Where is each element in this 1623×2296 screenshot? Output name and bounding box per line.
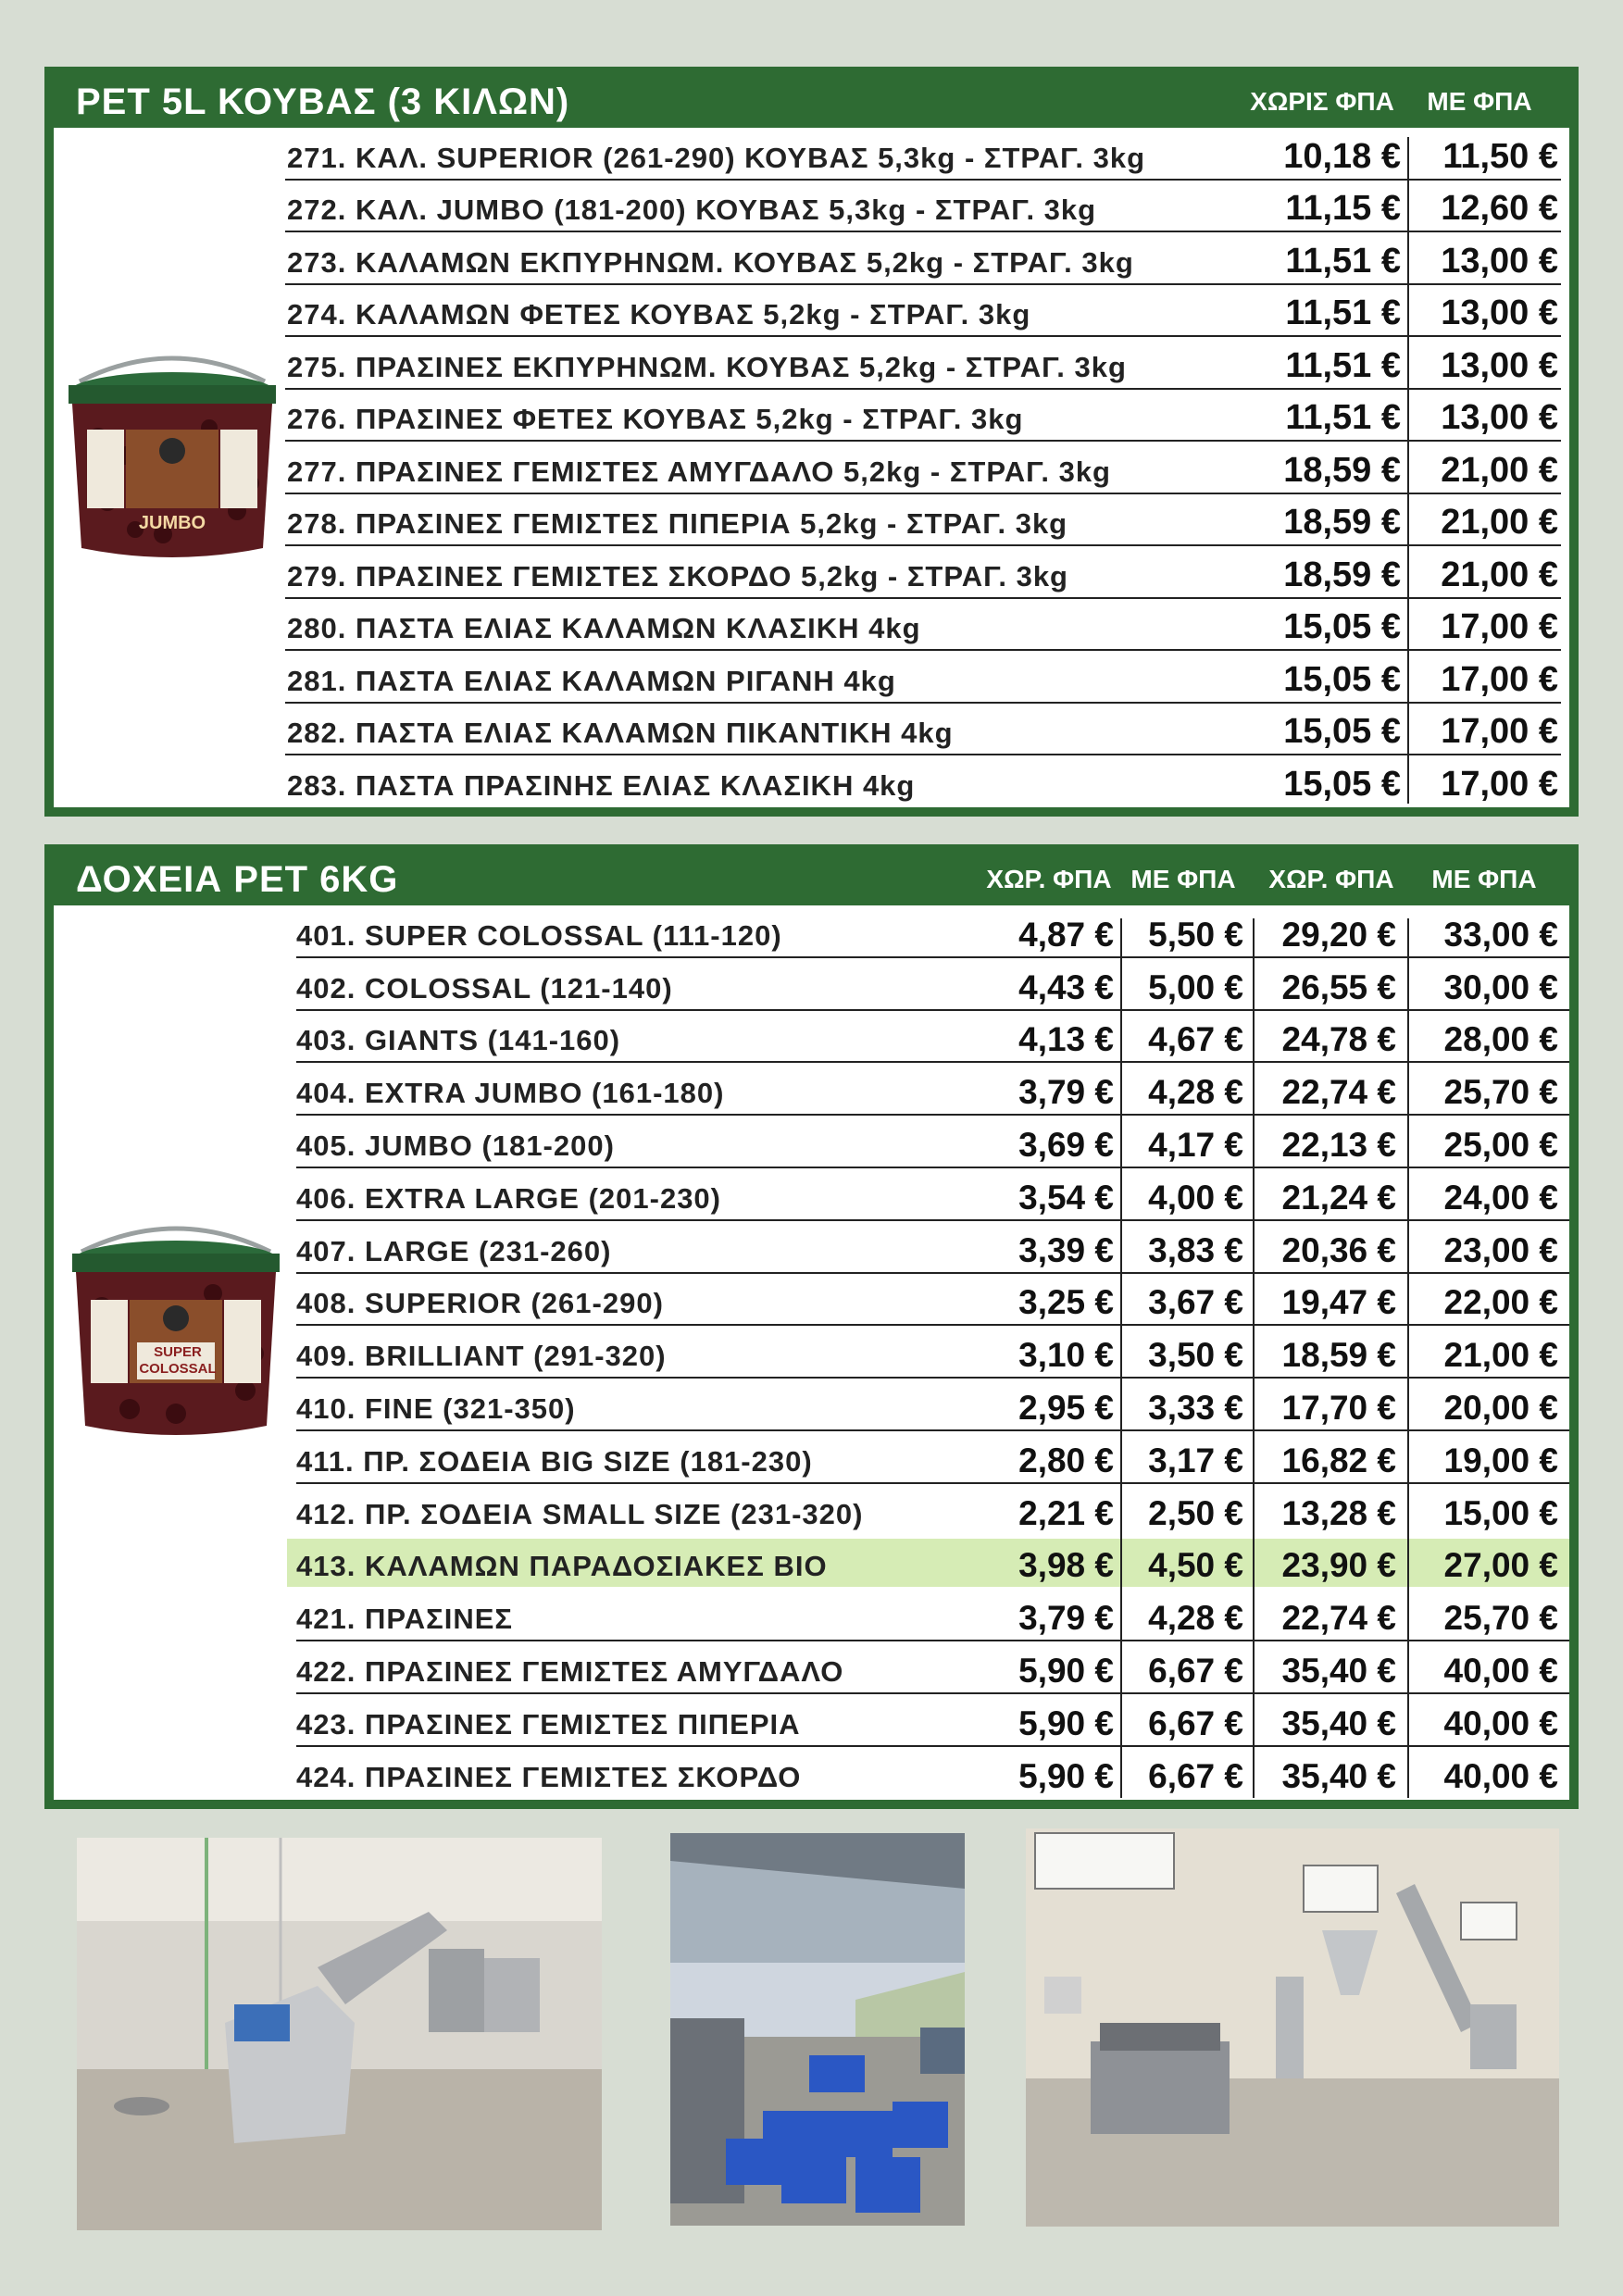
table-row — [54, 128, 1569, 181]
price-with-vat: 11,50 € — [1442, 136, 1558, 176]
product-name: 273. ΚΑΛΑΜΩΝ ΕΚΠΥΡΗΝΩΜ. ΚΟΥΒΑΣ 5,2kg - ΣΤΡΑΓ. 3kg — [287, 245, 1134, 279]
price-without-vat: 18,59 € — [1283, 450, 1401, 490]
table-row — [54, 1747, 1569, 1800]
price-p2: 5,50 € — [1148, 915, 1243, 954]
product-name: 424. ΠΡΑΣΙΝΕΣ ΓΕΜΙΣΤΕΣ ΣΚΟΡΔΟ — [296, 1760, 802, 1793]
table-row — [54, 546, 1569, 599]
bucket-label-super: SUPER — [154, 1344, 202, 1360]
bucket-label-colossal: COLOSSAL — [139, 1361, 217, 1377]
price-with-vat: 21,00 € — [1441, 503, 1558, 542]
price-p4: 28,00 € — [1443, 1020, 1558, 1059]
price-p3: 16,82 € — [1281, 1441, 1396, 1479]
product-name: 402. COLOSSAL (121-140) — [296, 971, 673, 1004]
product-name: 407. LARGE (231-260) — [296, 1234, 612, 1267]
table-row — [54, 232, 1569, 285]
price-p1: 3,69 € — [1018, 1125, 1114, 1164]
price-p2: 4,28 € — [1148, 1073, 1243, 1112]
price-p1: 5,90 € — [1018, 1756, 1114, 1795]
price-p1: 5,90 € — [1018, 1703, 1114, 1742]
table-row — [54, 390, 1569, 443]
table-row — [54, 1537, 1569, 1590]
price-without-vat: 15,05 € — [1283, 712, 1401, 751]
product-name: 403. GIANTS (141-160) — [296, 1024, 621, 1057]
price-with-vat: 13,00 € — [1441, 398, 1558, 437]
price-p1: 3,79 € — [1018, 1073, 1114, 1112]
price-p4: 25,70 € — [1443, 1073, 1558, 1112]
price-p3: 22,74 € — [1281, 1599, 1396, 1638]
table-row — [54, 1589, 1569, 1641]
price-p4: 23,00 € — [1443, 1230, 1558, 1269]
price-without-vat: 11,51 € — [1285, 241, 1401, 281]
price-p3: 22,74 € — [1281, 1073, 1396, 1112]
price-p1: 2,21 € — [1018, 1493, 1114, 1532]
factory-photo-3 — [1026, 1828, 1559, 2227]
price-p1: 5,90 € — [1018, 1651, 1114, 1690]
product-name: 423. ΠΡΑΣΙΝΕΣ ΓΕΜΙΣΤΕΣ ΠΙΠΕΡΙΑ — [296, 1707, 801, 1741]
price-without-vat: 15,05 € — [1283, 659, 1401, 699]
product-name: 408. SUPERIOR (261-290) — [296, 1287, 664, 1320]
price-without-vat: 11,15 € — [1285, 189, 1401, 228]
factory-photo-1 — [77, 1838, 602, 2230]
product-name: 409. BRILLIANT (291-320) — [296, 1340, 667, 1373]
price-p2: 4,67 € — [1148, 1020, 1243, 1059]
price-p4: 24,00 € — [1443, 1178, 1558, 1217]
table-row — [54, 958, 1569, 1011]
column-divider — [1407, 137, 1409, 804]
table-row — [54, 755, 1569, 808]
table-row — [54, 905, 1569, 958]
price-p3: 35,40 € — [1281, 1703, 1396, 1742]
price-p2: 2,50 € — [1148, 1493, 1243, 1532]
product-name: 275. ΠΡΑΣΙΝΕΣ ΕΚΠΥΡΗΝΩΜ. ΚΟΥΒΑΣ 5,2kg - ΣΤΡΑΓ. 3kg — [287, 350, 1127, 383]
table-row — [54, 1063, 1569, 1116]
price-p4: 30,00 € — [1443, 967, 1558, 1006]
product-name: 404. EXTRA JUMBO (161-180) — [296, 1077, 725, 1110]
product-name: 411. ΠΡ. ΣΟΔΕΙΑ BIG SIZE (181-230) — [296, 1444, 813, 1478]
price-p3: 18,59 € — [1281, 1336, 1396, 1375]
table-row — [54, 494, 1569, 547]
price-p4: 25,70 € — [1443, 1599, 1558, 1638]
col-header-without-vat: ΧΩΡΙΣ ΦΠΑ — [1250, 87, 1394, 116]
col-header-with-vat: ΜΕ ΦΠΑ — [1427, 87, 1532, 116]
product-name: 412. ΠΡ. ΣΟΔΕΙΑ SMALL SIZE (231-320) — [296, 1497, 864, 1530]
price-with-vat: 13,00 € — [1441, 293, 1558, 332]
price-p1: 3,39 € — [1018, 1230, 1114, 1269]
table-row — [54, 181, 1569, 233]
price-without-vat: 18,59 € — [1283, 555, 1401, 594]
price-p2: 3,83 € — [1148, 1230, 1243, 1269]
product-name: 413. ΚΑΛΑΜΩΝ ΠΑΡΑΔΟΣΙΑΚΕΣ ΒΙΟ — [296, 1550, 828, 1583]
price-p2: 4,50 € — [1148, 1546, 1243, 1585]
price-p3: 23,90 € — [1281, 1546, 1396, 1585]
section-header — [54, 76, 1569, 128]
price-p2: 3,33 € — [1148, 1388, 1243, 1427]
price-p4: 19,00 € — [1443, 1441, 1558, 1479]
price-p4: 40,00 € — [1443, 1756, 1558, 1795]
product-name: 282. ΠΑΣΤΑ ΕΛΙΑΣ ΚΑΛΑΜΩΝ ΠΙΚΑΝΤΙΚΗ 4kg — [287, 717, 954, 749]
price-p2: 3,50 € — [1148, 1336, 1243, 1375]
table-row — [54, 1274, 1569, 1327]
section-title: ΔΟΧΕΙΑ PET 6KG — [76, 859, 399, 900]
price-p1: 2,80 € — [1018, 1441, 1114, 1479]
product-name: 283. ΠΑΣΤΑ ΠΡΑΣΙΝΗΣ ΕΛΙΑΣ ΚΛΑΣΙΚΗ 4kg — [287, 768, 916, 802]
price-p1: 3,54 € — [1018, 1178, 1114, 1217]
table-row — [54, 1116, 1569, 1168]
product-name: 401. SUPER COLOSSAL (111-120) — [296, 918, 782, 952]
price-p4: 25,00 € — [1443, 1125, 1558, 1164]
product-name: 274. ΚΑΛΑΜΩΝ ΦΕΤΕΣ ΚΟΥΒΑΣ 5,2kg - ΣΤΡΑΓ. 3kg — [287, 298, 1031, 331]
price-with-vat: 21,00 € — [1441, 450, 1558, 490]
price-p2: 6,67 € — [1148, 1756, 1243, 1795]
price-with-vat: 17,00 € — [1441, 764, 1558, 804]
table-row — [54, 1168, 1569, 1221]
price-p2: 4,00 € — [1148, 1178, 1243, 1217]
price-p2: 6,67 € — [1148, 1703, 1243, 1742]
product-name: 276. ΠΡΑΣΙΝΕΣ ΦΕΤΕΣ ΚΟΥΒΑΣ 5,2kg - ΣΤΡΑΓ. 3kg — [287, 403, 1024, 435]
price-p3: 35,40 € — [1281, 1756, 1396, 1795]
price-p4: 33,00 € — [1443, 915, 1558, 954]
product-name: 422. ΠΡΑΣΙΝΕΣ ΓΕΜΙΣΤΕΣ ΑΜΥΓΔΑΛΟ — [296, 1654, 844, 1688]
price-p3: 24,78 € — [1281, 1020, 1396, 1059]
price-p3: 17,70 € — [1281, 1388, 1396, 1427]
product-name: 405. JUMBO (181-200) — [296, 1129, 615, 1162]
section-pet-6kg — [44, 844, 1579, 1809]
price-without-vat: 15,05 € — [1283, 764, 1401, 804]
price-with-vat: 13,00 € — [1441, 345, 1558, 385]
price-p3: 29,20 € — [1281, 915, 1396, 954]
column-divider — [1253, 918, 1255, 1798]
table-row — [54, 1641, 1569, 1694]
price-with-vat: 13,00 € — [1441, 241, 1558, 281]
price-p3: 35,40 € — [1281, 1651, 1396, 1690]
table-row — [54, 442, 1569, 494]
product-name: 280. ΠΑΣΤΑ ΕΛΙΑΣ ΚΑΛΑΜΩΝ ΚΛΑΣΙΚΗ 4kg — [287, 612, 921, 644]
price-with-vat: 12,60 € — [1441, 189, 1558, 228]
col-header-container-with-vat: ΜΕ ΦΠΑ — [1431, 865, 1537, 893]
col-header-unit-with-vat: ΜΕ ΦΠΑ — [1130, 865, 1236, 893]
table-row — [54, 1484, 1569, 1537]
table-row — [54, 1431, 1569, 1484]
table-row — [54, 651, 1569, 704]
section-pet-5l — [44, 67, 1579, 817]
col-header-container-without-vat: ΧΩΡ. ΦΠΑ — [1268, 865, 1394, 893]
column-divider — [1407, 918, 1409, 1798]
price-p4: 15,00 € — [1443, 1493, 1558, 1532]
table-row — [54, 1379, 1569, 1431]
price-p1: 3,10 € — [1018, 1336, 1114, 1375]
product-name: 279. ΠΡΑΣΙΝΕΣ ΓΕΜΙΣΤΕΣ ΣΚΟΡΔΟ 5,2kg - ΣΤΡΑΓ. 3kg — [287, 559, 1068, 593]
table-row — [54, 337, 1569, 390]
section-header — [54, 854, 1569, 905]
price-p3: 21,24 € — [1281, 1178, 1396, 1217]
price-p2: 6,67 € — [1148, 1651, 1243, 1690]
product-name: 277. ΠΡΑΣΙΝΕΣ ΓΕΜΙΣΤΕΣ ΑΜΥΓΔΑΛΟ 5,2kg - ΣΤΡΑΓ. 3kg — [287, 455, 1111, 488]
price-p2: 3,17 € — [1148, 1441, 1243, 1479]
price-p4: 40,00 € — [1443, 1703, 1558, 1742]
price-with-vat: 17,00 € — [1441, 712, 1558, 751]
price-p3: 22,13 € — [1281, 1125, 1396, 1164]
price-p3: 13,28 € — [1281, 1493, 1396, 1532]
price-p4: 21,00 € — [1443, 1336, 1558, 1375]
bucket-label-jumbo: JUMBO — [138, 513, 206, 533]
table-row — [54, 285, 1569, 338]
price-p2: 3,67 € — [1148, 1283, 1243, 1322]
product-name: 272. ΚΑΛ. JUMBO (181-200) ΚΟΥΒΑΣ 5,3kg - ΣΤΡΑΓ. 3kg — [287, 193, 1097, 226]
table-row — [54, 1221, 1569, 1274]
table-row — [54, 599, 1569, 652]
price-p4: 27,00 € — [1443, 1546, 1558, 1585]
price-p3: 26,55 € — [1281, 967, 1396, 1006]
price-without-vat: 10,18 € — [1283, 136, 1401, 176]
price-with-vat: 17,00 € — [1441, 607, 1558, 646]
price-p1: 3,25 € — [1018, 1283, 1114, 1322]
price-p1: 3,79 € — [1018, 1599, 1114, 1638]
price-p3: 19,47 € — [1281, 1283, 1396, 1322]
product-name: 410. FINE (321-350) — [296, 1391, 576, 1425]
price-without-vat: 11,51 € — [1285, 345, 1401, 385]
product-name: 281. ΠΑΣΤΑ ΕΛΙΑΣ ΚΑΛΑΜΩΝ ΡΙΓΑΝΗ 4kg — [287, 664, 896, 697]
price-p1: 2,95 € — [1018, 1388, 1114, 1427]
price-p1: 4,87 € — [1018, 915, 1114, 954]
price-without-vat: 15,05 € — [1283, 607, 1401, 646]
price-without-vat: 11,51 € — [1285, 293, 1401, 332]
product-name: 406. EXTRA LARGE (201-230) — [296, 1181, 722, 1215]
price-p3: 20,36 € — [1281, 1230, 1396, 1269]
price-p2: 5,00 € — [1148, 967, 1243, 1006]
table-row — [54, 1326, 1569, 1379]
price-with-vat: 17,00 € — [1441, 659, 1558, 699]
factory-photo-2 — [670, 1833, 965, 2226]
price-p1: 4,43 € — [1018, 967, 1114, 1006]
col-header-unit-without-vat: ΧΩΡ. ΦΠΑ — [986, 865, 1112, 893]
product-name: 421. ΠΡΑΣΙΝΕΣ — [296, 1603, 513, 1636]
table-row — [54, 1011, 1569, 1064]
price-p2: 4,28 € — [1148, 1599, 1243, 1638]
product-name: 271. ΚΑΛ. SUPERIOR (261-290) ΚΟΥΒΑΣ 5,3kg - ΣΤΡΑΓ. 3kg — [287, 141, 1146, 174]
price-p1: 4,13 € — [1018, 1020, 1114, 1059]
price-without-vat: 11,51 € — [1285, 398, 1401, 437]
table-row — [54, 704, 1569, 756]
price-with-vat: 21,00 € — [1441, 555, 1558, 594]
price-p4: 40,00 € — [1443, 1651, 1558, 1690]
section-title: PET 5L ΚΟΥΒΑΣ (3 ΚΙΛΩΝ) — [76, 81, 570, 122]
column-divider — [1120, 918, 1122, 1798]
product-name: 278. ΠΡΑΣΙΝΕΣ ΓΕΜΙΣΤΕΣ ΠΙΠΕΡΙΑ 5,2kg - ΣΤΡΑΓ. 3kg — [287, 507, 1068, 540]
price-without-vat: 18,59 € — [1283, 503, 1401, 542]
table-row — [54, 1694, 1569, 1747]
price-p2: 4,17 € — [1148, 1125, 1243, 1164]
price-p1: 3,98 € — [1018, 1546, 1114, 1585]
price-p4: 20,00 € — [1443, 1388, 1558, 1427]
price-p4: 22,00 € — [1443, 1283, 1558, 1322]
